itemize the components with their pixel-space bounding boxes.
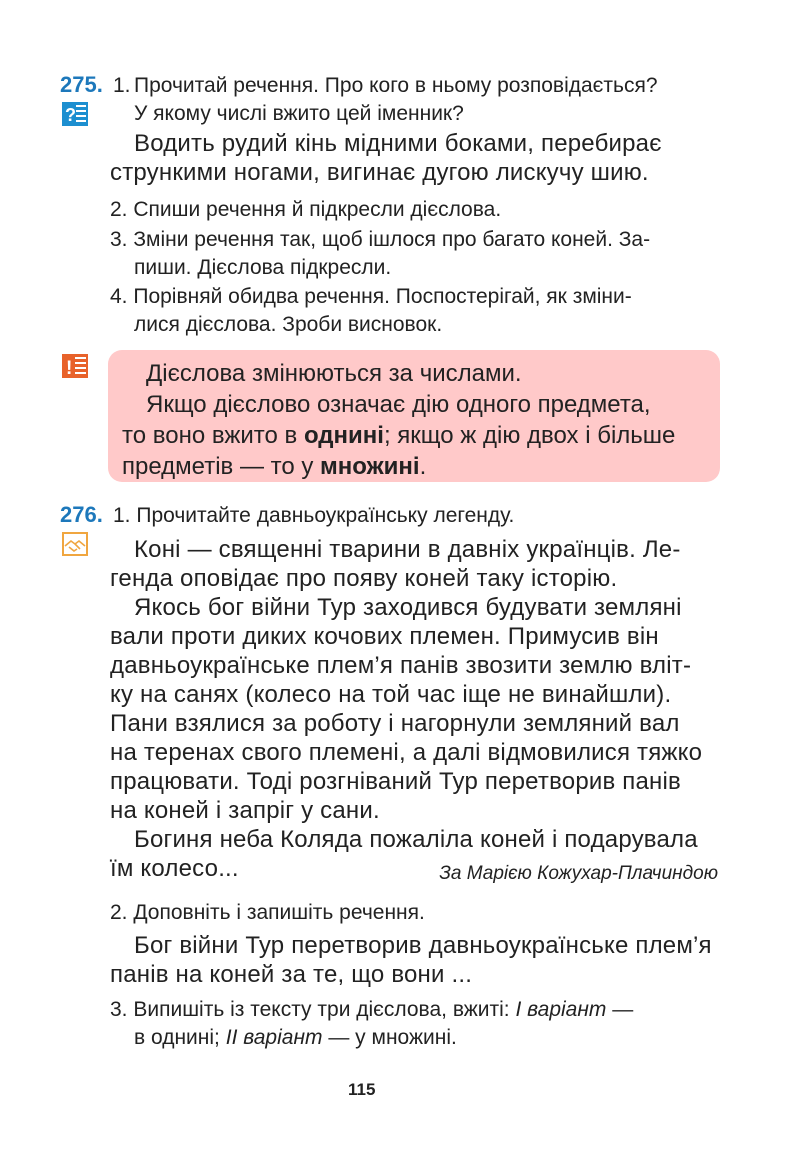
rule-line-4-a: предметів — то у <box>122 453 321 480</box>
rule-line-1: Дієслова змінюються за числами. <box>146 360 522 387</box>
exercise-number-276: 276. <box>60 502 103 527</box>
rule-box <box>108 350 720 482</box>
ex276-task-3-a: 3. Випишіть із тексту три дієслова, вжиті: <box>110 998 516 1021</box>
legend-p3-line-1: Богиня неба Коляда пожаліла коней і подарувала <box>134 826 698 853</box>
task-4-line-2: лися дієслова. Зроби висновок. <box>134 313 443 336</box>
legend-p2-line-5: Пани взялися за роботу і нагорнули земляний вал <box>110 710 680 737</box>
legend-p2-line-6: на теренах свого племені, а далі відмовилися тяжко <box>110 739 703 766</box>
legend-p2-line-2: вали проти диких кочових племен. Примусив він <box>110 623 659 650</box>
rule-line-2: Якщо дієслово означає дію одного предмета, <box>146 391 651 418</box>
ex276-task-3-line-1 <box>110 996 633 1024</box>
handshake-book-icon <box>62 532 88 556</box>
task-3-line-2: пиши. Дієслова підкресли. <box>134 256 392 279</box>
legend-p2-line-4: ку на санях (колесо на той час іще не винайшли). <box>110 681 672 708</box>
legend-p1-line-1: Коні — священні тварини в давніх українців. Ле- <box>134 536 681 563</box>
sentence-line-2: стрункими ногами, вигинає дугою лискучу шию. <box>110 159 649 186</box>
ex276-task-1: 1. Прочитайте давньоукраїнську легенду. <box>113 504 515 527</box>
legend-p2-line-7: працювати. Тоді розгніваний Тур перетворив панів <box>110 768 681 795</box>
exclamation-book-icon <box>62 354 88 378</box>
ex276-task-3-line-2 <box>134 1024 457 1052</box>
sentence-to-complete-line-2: панів на коней за те, що вони ... <box>110 961 473 988</box>
ex276-task-3-c: в однині; <box>134 1026 226 1049</box>
variant-2: ІІ варіант <box>225 1026 323 1049</box>
legend-p1-line-2: генда оповідає про появу коней таку історію. <box>110 565 618 592</box>
legend-p3-line-2: їм колесо... <box>110 855 239 882</box>
question-book-icon <box>62 102 88 126</box>
legend-p2-line-1: Якось бог війни Тур заходився будувати земляні <box>134 594 682 621</box>
svg-text:?: ? <box>65 105 76 125</box>
exercise-number-275: 275. <box>60 72 103 97</box>
legend-p2-line-3: давньоукраїнське плем’я панів звозити землю вліт- <box>110 652 692 679</box>
rule-line-3 <box>122 420 675 451</box>
sentence-line-1: Водить рудий кінь мідними боками, перебирає <box>134 130 662 157</box>
rule-line-3-a: то воно вжито в <box>122 422 304 449</box>
rule-term-singular: однині <box>303 422 384 449</box>
task-3-line-1: 3. Зміни речення так, щоб ішлося про багато коней. За- <box>110 228 651 251</box>
ex276-task-3-b: — <box>606 998 634 1021</box>
rule-line-3-b: ; якщо ж дію двох і більше <box>383 422 676 449</box>
svg-text:!: ! <box>66 358 73 378</box>
variant-1: І варіант <box>515 998 607 1021</box>
task-1-prefix: 1. <box>113 74 131 97</box>
sentence-to-complete-line-1: Бог війни Тур перетворив давньоукраїнське плем’я <box>134 932 712 959</box>
task-1-line-1: Прочитай речення. Про кого в ньому розповідається? <box>134 74 658 97</box>
ex276-task-3-d: — у множині. <box>322 1026 457 1049</box>
rule-term-plural: множині <box>320 453 420 480</box>
rule-line-4 <box>122 451 426 482</box>
page-number: 115 <box>348 1080 376 1099</box>
source-signature: За Марією Кожухар-Плачиндою <box>439 863 718 884</box>
legend-p2-line-8: на коней і запріг у сани. <box>110 797 380 824</box>
task-1-line-2: У якому числі вжито цей іменник? <box>134 102 464 125</box>
rule-line-4-b: . <box>419 453 427 480</box>
ex276-task-2: 2. Доповніть і запишіть речення. <box>110 901 425 924</box>
task-2: 2. Спиши речення й підкресли дієслова. <box>110 198 502 221</box>
task-4-line-1: 4. Порівняй обидва речення. Поспостерігай, як зміни- <box>110 285 632 308</box>
